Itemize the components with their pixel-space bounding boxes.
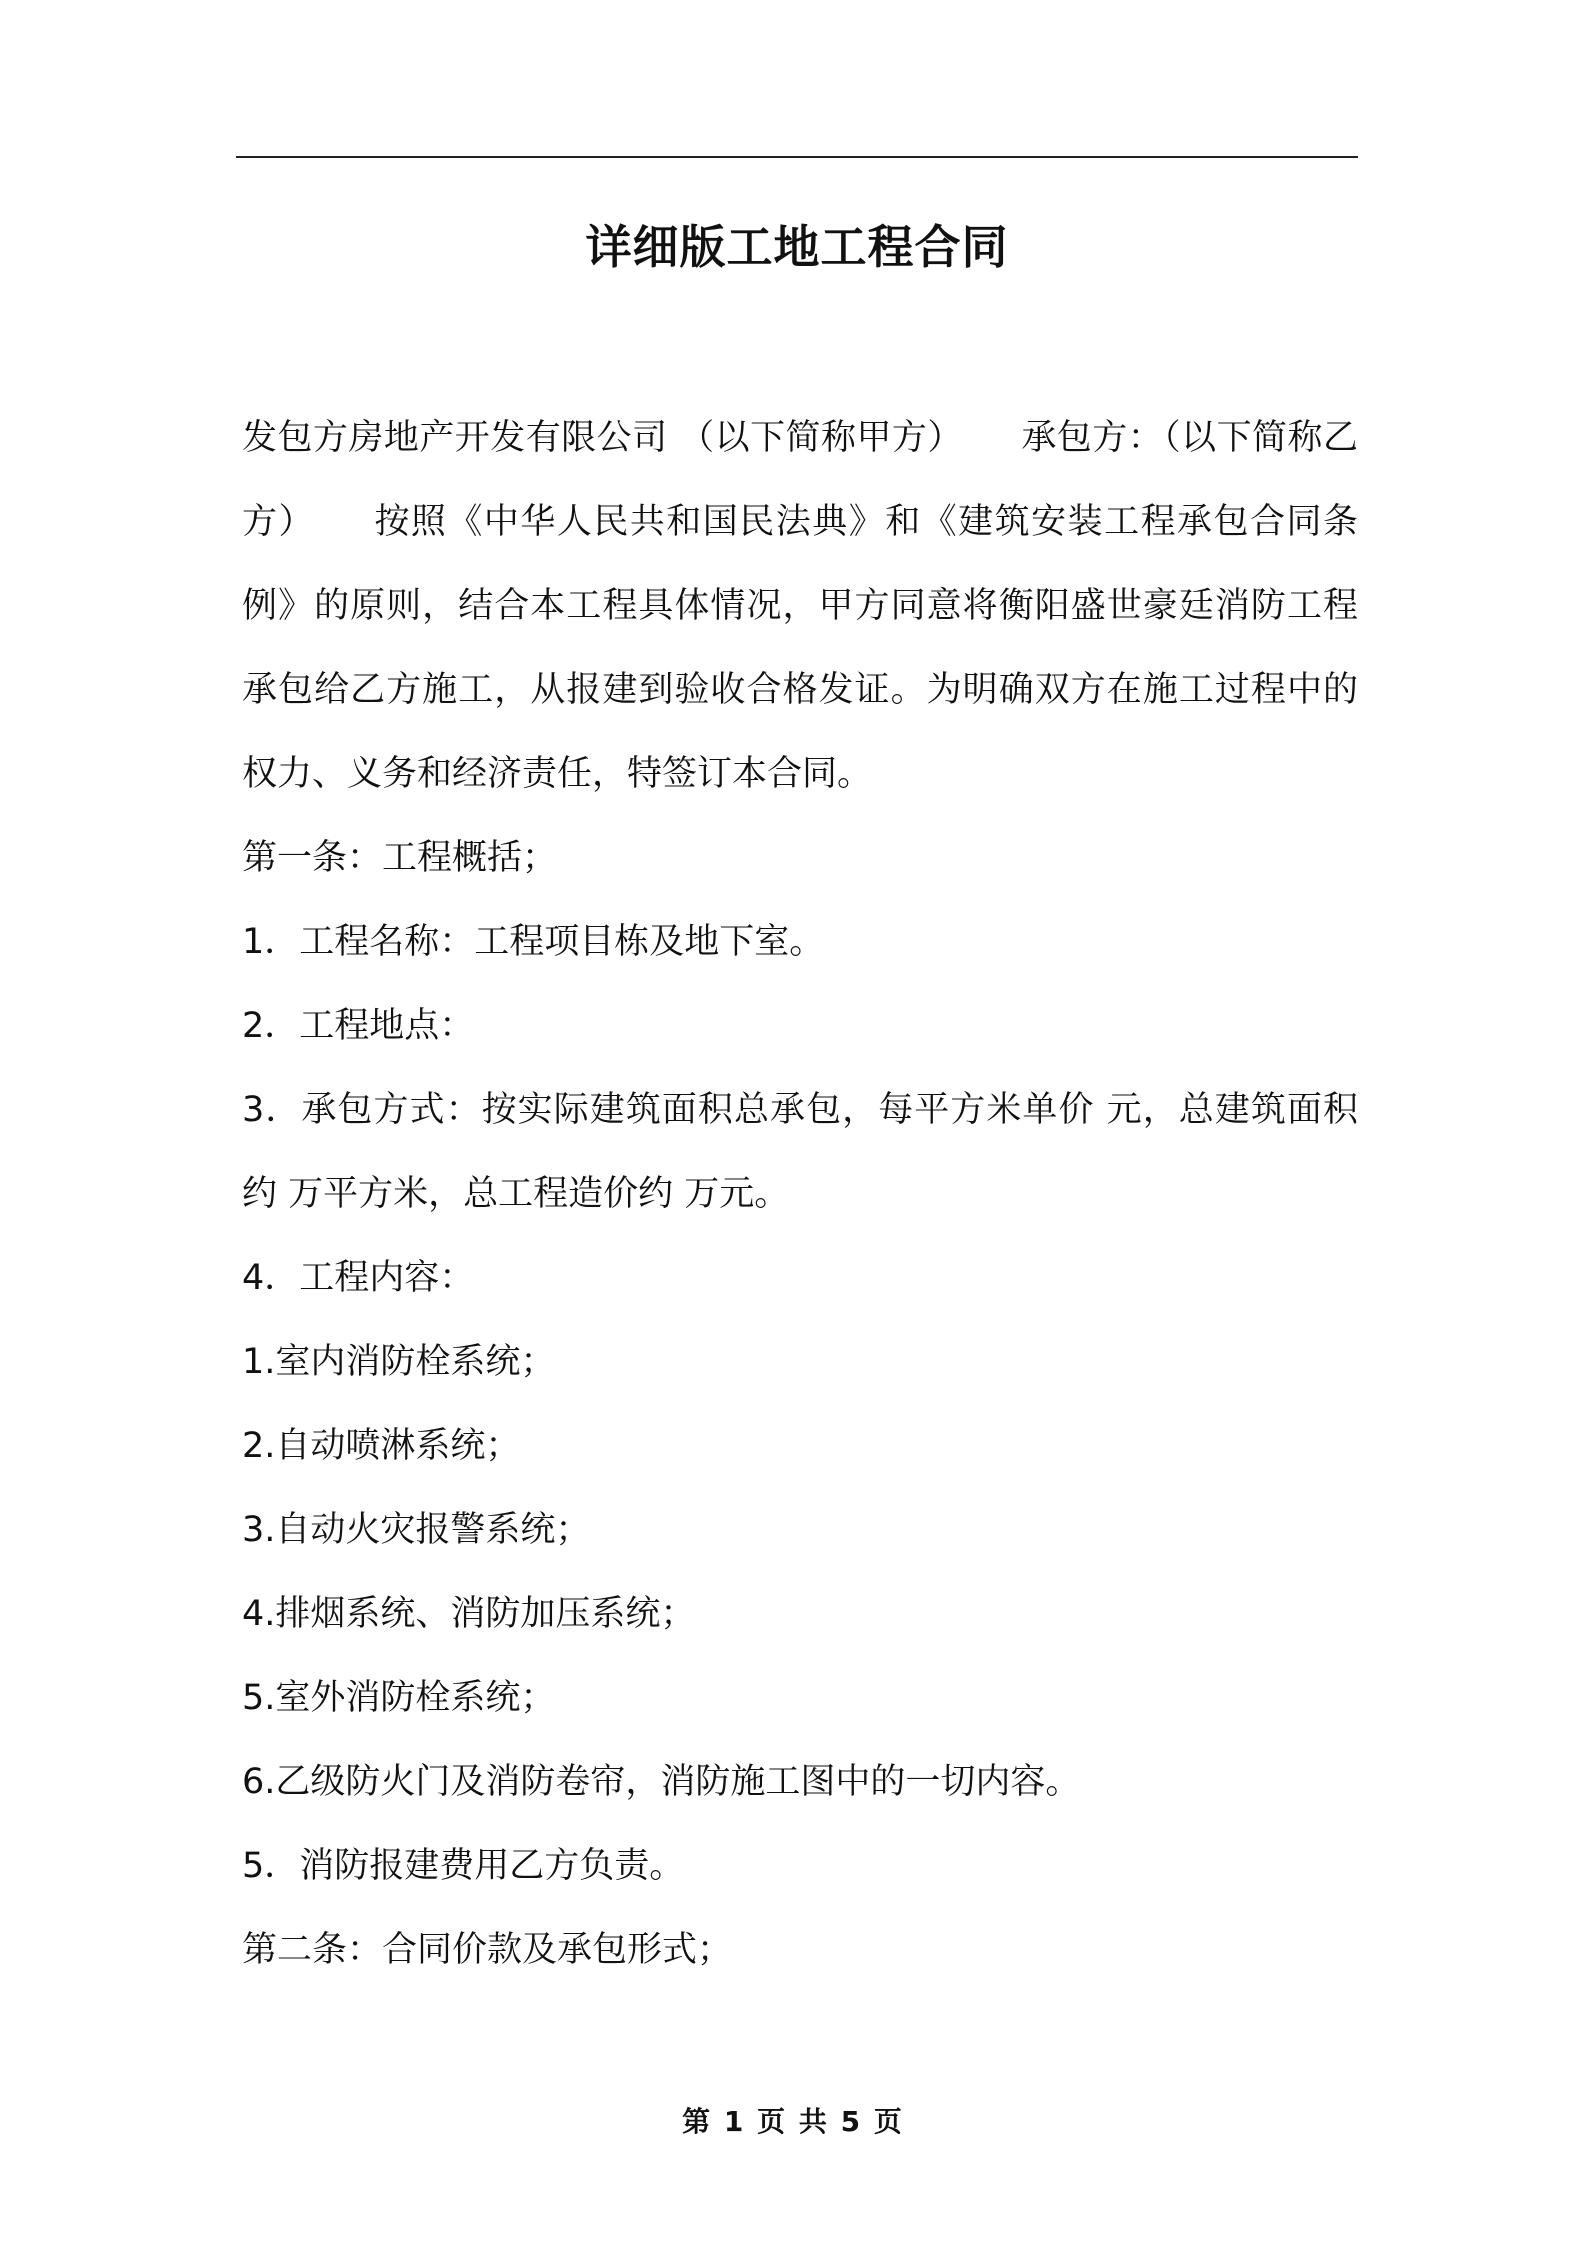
page-footer	[0, 2100, 1586, 2140]
article-1-heading: 第一条：工程概括；	[242, 838, 558, 878]
content-list-item: 3.自动火灾报警系统；	[242, 1510, 591, 1550]
party-b: 承包方：（以下简称乙方）	[242, 418, 1358, 542]
item-project-name: 1．工程名称：工程项目栋及地下室。	[242, 922, 825, 962]
header-rule	[236, 156, 1358, 158]
content-list-item: 2.自动喷淋系统；	[242, 1426, 521, 1466]
content-list-item: 1.室内消防栓系统；	[242, 1342, 556, 1382]
page-title: 详细版工地工程合同	[585, 220, 1009, 274]
intro-paragraph	[242, 396, 1358, 816]
content-list-item: 6.乙级防火门及消防卷帘，消防施工图中的一切内容。	[242, 1762, 1081, 1802]
contract-body	[242, 396, 1358, 1992]
page-number: 第 1 页 共 5 页	[682, 2105, 904, 2138]
content-list-item: 4.排烟系统、消防加压系统；	[242, 1594, 696, 1634]
item-project-content: 4．工程内容：	[242, 1258, 475, 1298]
content-list-item: 5.室外消防栓系统；	[242, 1678, 556, 1718]
party-a: 发包方房地产开发有限公司 （以下简称甲方）	[242, 418, 963, 458]
item-filing-fee: 5．消防报建费用乙方负责。	[242, 1846, 685, 1886]
item-project-location: 2．工程地点：	[242, 1006, 475, 1046]
item-contract-method: 3．承包方式：按实际建筑面积总承包，每平方米单价 元，总建筑面积约 万平方米，总工程造价约 万元。	[242, 1090, 1358, 1214]
intro-body: 按照《中华人民共和国民法典》和《建筑安装工程承包合同条例》的原则，结合本工程具体情况，甲方同意将衡阳盛世豪廷消防工程承包给乙方施工，从报建到验收合格发证。为明确双方在施工过程中的权力、义务和经济责任，特签订本合同。	[242, 502, 1358, 794]
article-2-heading: 第二条：合同价款及承包形式；	[242, 1930, 733, 1970]
